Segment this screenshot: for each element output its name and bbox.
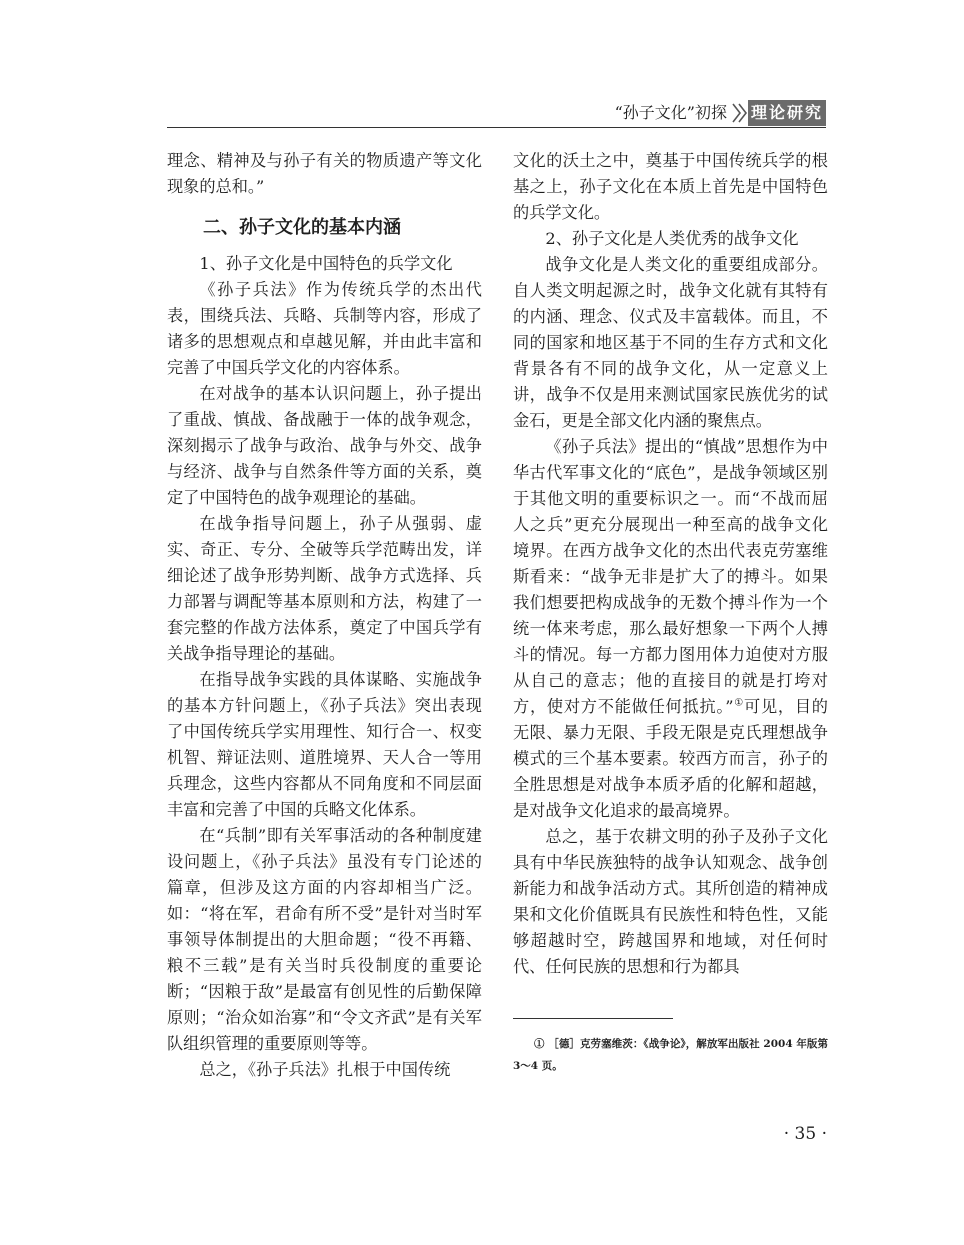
paragraph: 在“兵制”即有关军事活动的各种制度建设问题上，《孙子兵法》虽没有专门论述的篇章，但涉及这方面的内容却相当广泛。如：“将在军，君命有所不受”是针对当时军事领导体制提出的大胆命题；“役不再籍、粮不三载”是有关当时兵役制度的重要论断；“因粮于敌”是最富有创见性的后勤保障原则；“治众如治寡”和“令文齐武”是有关军队组织管理的重要原则等等。 <box>167 826 482 1053</box>
footnote-rule <box>513 1018 673 1019</box>
right-column <box>513 148 828 980</box>
chevron-right-icon <box>730 100 750 126</box>
paragraph-with-footnote <box>513 434 828 824</box>
paragraph: 总之，基于农耕文明的孙子及孙子文化具有中华民族独特的战争认知观念、战争创新能力和战争活动方式。其所创造的精神成果和文化价值既具有民族性和特色性，又能够超越时空，跨越国界和地域，对任何时代、任何民族的思想和行为都具 <box>513 827 828 976</box>
footnote-reference[interactable]: ① <box>733 697 745 709</box>
footnote: ① ［德］克劳塞维茨：《战争论》，解放军出版社 2004 年版第 3～4 页。 <box>513 1038 828 1072</box>
paragraph-text: 《孙子兵法》提出的“慎战”思想作为中华古代军事文化的“底色”，是战争领域区别于其他文明的重要标识之一。而“不战而屈人之兵”更充分展现出一种至高的战争文化境界。在西方战争文化的杰出代表克劳塞维斯看来：“战争无非是扩大了的搏斗。如果我们想要把构成战争的无数个搏斗作为一个统一体来考虑，那么最好想象一下两个人搏斗的情况。每一方都力图用体力迫使对方服从自己的意志；他的直接目的就是打垮对方，使对方不能做任何抵抗。” <box>513 437 828 716</box>
paragraph: 在对战争的基本认识问题上，孙子提出了重战、慎战、备战融于一体的战争观念，深刻揭示了战争与政治、战争与外交、战争与经济、战争与自然条件等方面的关系，奠定了中国特色的战争观理论的基础。 <box>167 384 482 507</box>
paragraph-continuation: 文化的沃土之中，奠基于中国传统兵学的根基之上，孙子文化在本质上首先是中国特色的兵学文化。 <box>513 151 828 222</box>
paragraph: 在战争指导问题上，孙子从强弱、虚实、奇正、专分、全破等兵学范畴出发，详细论述了战争形势判断、战争方式选择、兵力部署与调配等基本原则和方法，构建了一套完整的作战方法体系，奠定了中国兵学有关战争指导理论的基础。 <box>167 514 482 663</box>
left-column <box>167 148 482 1083</box>
paragraph: 《孙子兵法》作为传统兵学的杰出代表，围绕兵法、兵略、兵制等内容，形成了诸多的思想观点和卓越见解，并由此丰富和完善了中国兵学文化的内容体系。 <box>167 280 482 377</box>
paragraph: 总之，《孙子兵法》扎根于中国传统 <box>199 1060 451 1079</box>
running-header-section: 理论研究 <box>748 100 826 126</box>
paragraph: 战争文化是人类文化的重要组成部分。自人类文明起源之时，战争文化就有其特有的内涵、理念、仪式及丰富载体。而且，不同的国家和地区基于不同的生存方式和文化背景各有不同的战争文化，从一定意义上讲，战争不仅是用来测试国家民族优劣的试金石，更是全部文化内涵的聚焦点。 <box>513 255 828 430</box>
header-rule <box>167 127 826 128</box>
subsection-heading: 1、孙子文化是中国特色的兵学文化 <box>199 254 453 273</box>
subsection-heading: 2、孙子文化是人类优秀的战争文化 <box>545 229 799 248</box>
section-heading: 二、孙子文化的基本内涵 <box>203 217 401 238</box>
page-number: · 35 · <box>783 1124 827 1144</box>
paragraph: 在指导战争实践的具体谋略、实施战争的基本方针问题上，《孙子兵法》突出表现了中国传统兵学实用理性、知行合一、权变机智、辩证法则、道胜境界、天人合一等用兵理念，这些内容都从不同角度和不同层面丰富和完善了中国的兵略文化体系。 <box>167 670 482 819</box>
paragraph-text: 可见，目的无限、暴力无限、手段无限是克氏理想战争模式的三个基本要素。较西方而言，孙子的全胜思想是对战争本质矛盾的化解和超越，是对战争文化追求的最高境界。 <box>513 697 828 820</box>
paragraph-continuation: 理念、精神及与孙子有关的物质遗产等文化现象的总和。” <box>167 151 482 196</box>
running-header-title: “孙子文化”初探 <box>614 103 727 122</box>
